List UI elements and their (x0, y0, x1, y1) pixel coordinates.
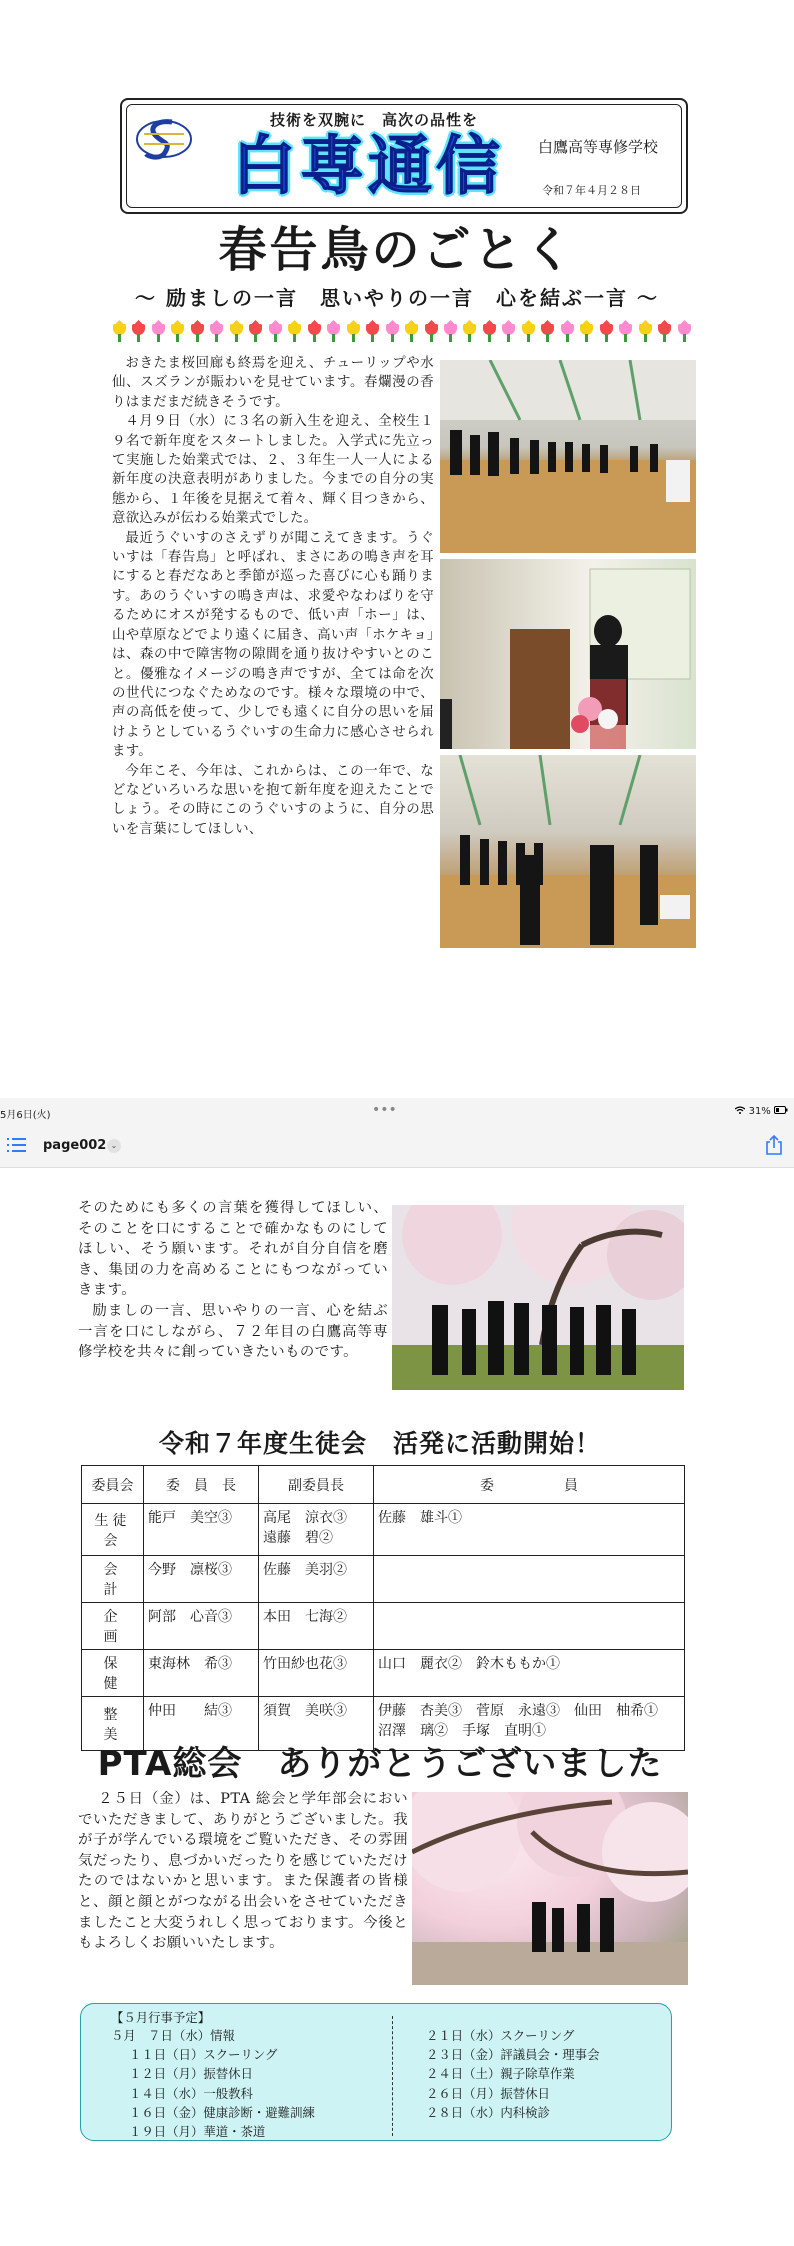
tulip-icon (307, 324, 322, 342)
battery-icon (774, 1106, 788, 1114)
tulip-icon (170, 324, 185, 342)
schedule-item: ２４日（土）親子除草作業 (426, 2066, 575, 2082)
wifi-icon (735, 1106, 745, 1114)
tulip-icon (112, 324, 127, 342)
schedule-left-column (111, 2026, 369, 2141)
gym-scene-illustration (440, 360, 696, 553)
article-paragraph: 今年こそ、今年は、これからは、この一年で、などなどいろいろな思いを抱て新年度を迎えたことでしょう。その時にこのうぐいすのように、自分の思いを言葉にしてほしい、 (112, 763, 434, 837)
council-section-title: 令和７年度生徒会 活発に活動開始！ (158, 1429, 601, 1458)
masthead-slogan: 技術を双腕に 高次の品性を (270, 111, 479, 129)
members-cell (374, 1603, 685, 1650)
table-row (82, 1650, 685, 1697)
page-name[interactable]: page002 (43, 1138, 107, 1153)
members-cell (374, 1504, 685, 1556)
tulip-icon (521, 324, 536, 342)
tulip-icon (385, 324, 400, 342)
ceremony-photo-speech (440, 559, 696, 749)
committee-cell: 企 画 (82, 1603, 144, 1650)
schedule-item: １４日（水）一般教科 (129, 2085, 253, 2101)
vice-chair-cell: 竹田紗也花③ (259, 1650, 374, 1697)
school-name: 白鷹高等専修学校 (538, 138, 659, 156)
member-names: 佐藤 雄斗① (378, 1510, 462, 1526)
vice-chair-cell: 本田 七海② (259, 1603, 374, 1650)
pta-body (78, 1789, 408, 1954)
battery-percent: 31% (748, 1106, 771, 1117)
tulip-icon (209, 324, 224, 342)
schedule-right-column (426, 2026, 666, 2122)
article-paragraph: 最近うぐいすのさえずりが聞こえてきます。うぐいすは「春告鳥」と呼ばれ、まさにあの鳴き声を耳にすると春だなあと季節が巡った喜びに心も踊ります。あのうぐいすの鳴き声は、求愛やなわばりを守るためにオスが発するもので、低い声「ホー」は、山や草原などでより遠くに届き、高い声「ホケキョ」は、森の中で障害物の隙間を通り抜けやすいとのこと。優雅なイメージの鳴き声ですが、全ては命を次の世代につなぐためなのです。様々な環境の中で、声の高低を使って、少しでも遠くに自分の思いを届けようとしているうぐいすの生命力に感心させられます。 (112, 530, 434, 760)
tulip-icon (560, 324, 575, 342)
tulip-icon (151, 324, 166, 342)
newsletter-page-1 (0, 0, 794, 1098)
vice-chair-name: 高尾 涼衣③ (263, 1510, 347, 1526)
member-names: 沼澤 璃② 手塚 直明① (378, 1723, 546, 1739)
cherry-blossom-group-illustration (392, 1205, 684, 1390)
newsletter-title: 白専通信 (232, 130, 504, 204)
tulip-icon (346, 324, 361, 342)
schedule-item: ２３日（金）評議員会・理事会 (426, 2047, 600, 2063)
article-paragraph: そのためにも多くの言葉を獲得してほしい、そのことを口にすることで確かなものにしてほしい、そう願います。それが自分自信を磨き、集団の力を高めることにもつながっていきます。 (78, 1200, 388, 1299)
article-paragraph: ４月９日（水）に３名の新入生を迎え、全校生１９名で新年度をスタートしました。入学式に先立って実施した始業式では、２、３年生一人一人による新年度の決意表明がありました。今までの自分の実態から、１年後を見据えて着々、輝く目つきから、意欲込みが伝わる始業式でした。 (112, 414, 434, 527)
table-row (82, 1603, 685, 1650)
tulip-icon (462, 324, 477, 342)
page-list-icon[interactable] (8, 1138, 26, 1152)
column-header: 委 員 (374, 1466, 685, 1504)
chevron-down-icon[interactable]: ⌄ (107, 1139, 121, 1153)
vice-chair-name: 遠藤 碧② (263, 1530, 333, 1546)
tulip-icon (501, 324, 516, 342)
tulip-border (112, 316, 692, 342)
pta-cherry-blossom-photo (412, 1792, 688, 1985)
viewer-toolbar (0, 1124, 794, 1168)
article-subheadline: 〜 励ましの一言 思いやりの一言 心を結ぶ一言 〜 (135, 286, 659, 310)
tulip-icon (131, 324, 146, 342)
pta-paragraph: ２５日（金）は、PTA 総会と学年部会においでいただきまして、ありがとうございました。我が子が学んでいる環境をご覧いただき、その雰囲気だったり、息づかいだったりを感じていただけたのではないかと思います。また保護者の皆様と、顔と顔とがつながる出会いをさせていただきましたこと大変うれしく思っております。今後ともよろしくお願いいたします。 (78, 1791, 408, 1952)
tulip-icon (424, 324, 439, 342)
tulip-icon (326, 324, 341, 342)
tulip-icon (268, 324, 283, 342)
schedule-item: ２８日（水）内科検診 (426, 2104, 550, 2120)
chair-cell: 能戸 美空③ (144, 1504, 259, 1556)
chair-cell: 東海林 希③ (144, 1650, 259, 1697)
pta-scene-illustration (412, 1792, 688, 1985)
tulip-icon (287, 324, 302, 342)
committee-cell: 整 美 (82, 1697, 144, 1751)
students-cherry-blossom-photo (392, 1205, 684, 1390)
tulip-icon (657, 324, 672, 342)
tulip-icon (638, 324, 653, 342)
member-names: 伊藤 杏美③ 菅原 永遠③ 仙田 柚希① (378, 1703, 658, 1719)
vice-chair-cell: 佐藤 美羽② (259, 1556, 374, 1603)
issue-date: 令和７年４月２８日 (542, 184, 641, 197)
members-cell (374, 1556, 685, 1603)
article-headline: 春告鳥のごとく (218, 222, 576, 278)
article-paragraph: おきたま桜回廊も終焉を迎え、チューリップや水仙、スズランが賑わいを見せています。春爛漫の香りはまだまだ続きそうです。 (112, 356, 434, 410)
pta-section-title: PTA総会 ありがとうございました (97, 1744, 663, 1784)
committee-cell: 生徒会 (82, 1504, 144, 1556)
ceremony-photo-gym (440, 360, 696, 553)
schedule-divider (392, 2016, 393, 2136)
chair-cell: 阿部 心音③ (144, 1603, 259, 1650)
speech-scene-illustration (440, 559, 696, 749)
chair-cell: 仲田 結③ (144, 1697, 259, 1751)
tulip-icon (443, 324, 458, 342)
article-paragraph: 励ましの一言、思いやりの一言、心を結ぶ一言を口にしながら、７２年目の白鷹高等専修学校を共々に創っていきたいものです。 (78, 1302, 388, 1361)
schedule-item: １１日（日）スクーリング (129, 2047, 278, 2063)
committee-cell: 保 健 (82, 1650, 144, 1697)
schedule-item: ５月 ７日（水）情報 (111, 2028, 235, 2043)
council-table (81, 1465, 685, 1751)
schedule-item: ２１日（水）スクーリング (426, 2028, 575, 2043)
masthead (120, 98, 688, 214)
article-body (112, 354, 434, 839)
chair-cell: 今野 凛桜③ (144, 1556, 259, 1603)
members-cell: 山口 麗衣② 鈴木ももか① (374, 1650, 685, 1697)
table-row (82, 1504, 685, 1556)
column-header: 委 員 長 (144, 1466, 259, 1504)
tulip-icon (190, 324, 205, 342)
vice-chair-cell: 須賀 美咲③ (259, 1697, 374, 1751)
schedule-item: １６日（金）健康診断・避難訓練 (129, 2104, 315, 2120)
table-row (82, 1556, 685, 1603)
council-table-header-row (82, 1466, 685, 1504)
status-bar (0, 1098, 794, 1124)
may-schedule-box (80, 2003, 672, 2141)
tulip-icon (540, 324, 555, 342)
tulip-icon (404, 324, 419, 342)
status-time: 5月6日(火) (0, 1110, 51, 1121)
schedule-heading: 【５月行事予定】 (111, 2010, 211, 2025)
schedule-item: １２日（月）振替休日 (129, 2066, 253, 2082)
tulip-icon (618, 324, 633, 342)
column-header: 委員会 (82, 1466, 144, 1504)
column-header: 副委員長 (259, 1466, 374, 1504)
entrance-scene-illustration (440, 755, 696, 948)
share-icon[interactable] (764, 1134, 784, 1156)
tulip-icon (482, 324, 497, 342)
vice-chair-cell (259, 1504, 374, 1556)
ceremony-photo-entrance (440, 755, 696, 948)
schedule-item: ２６日（月）振替休日 (426, 2085, 550, 2101)
tulip-icon (677, 324, 692, 342)
tulip-icon (579, 324, 594, 342)
battery-indicator (735, 1106, 788, 1117)
article-continued (78, 1198, 388, 1363)
schedule-item: １９日（月）華道・茶道 (129, 2124, 266, 2140)
school-logo-icon (134, 114, 194, 164)
tulip-icon (248, 324, 263, 342)
committee-cell: 会 計 (82, 1556, 144, 1603)
tulip-icon (599, 324, 614, 342)
tulip-icon (229, 324, 244, 342)
tulip-icon (365, 324, 380, 342)
multitask-dots-icon[interactable]: ••• (372, 1102, 397, 1118)
